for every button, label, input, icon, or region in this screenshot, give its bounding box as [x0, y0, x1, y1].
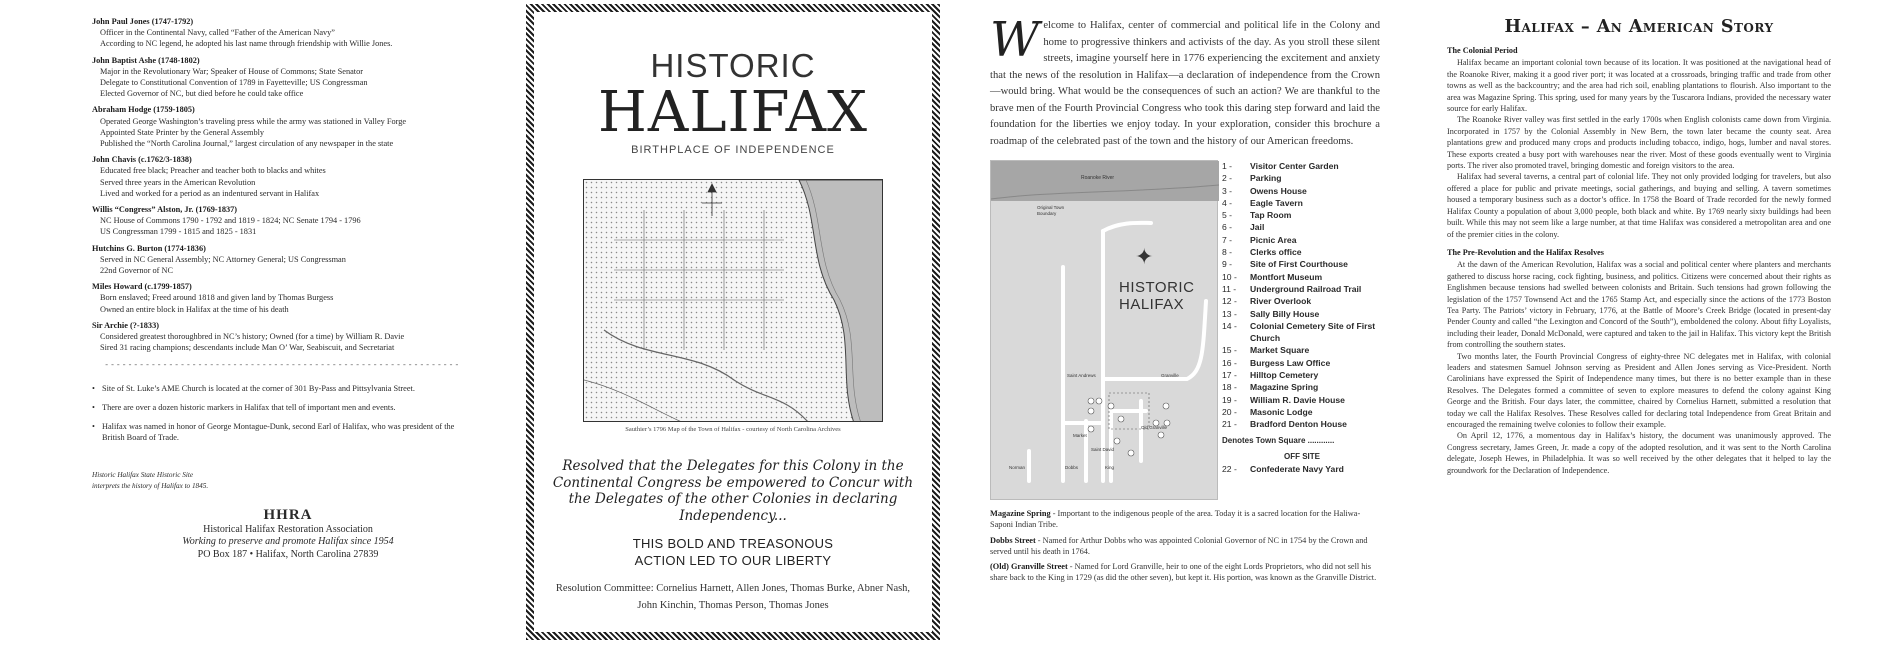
person-detail: Served in NC General Assembly; NC Attorney General; US Congressman — [100, 254, 346, 264]
cover-inner — [534, 12, 932, 632]
cover-tagline: BIRTHPLACE OF INDEPENDENCE — [631, 144, 835, 156]
person-name: John Paul Jones (1747-1792) — [92, 17, 194, 26]
facts-list — [92, 383, 472, 444]
map-title-line1: HISTORIC — [1119, 279, 1195, 296]
legend-item — [1222, 197, 1382, 209]
person-detail: US Congressman 1799 - 1815 and 1825 - 1831 — [100, 227, 257, 237]
legend-label: Confederate Navy Yard — [1250, 464, 1344, 475]
person-entry — [92, 154, 472, 199]
history-paragraph: At the dawn of the American Revolution, Halifax was a social and political center where planters and merchants gathered to discuss horse racing, cock fighting, business, and politics. Citizens were concerned about their rights as Englishmen because tensions had swelled between colonists and Britain. Such tensions had grown following the legislation of the 1757 Townsend Act and the 1765 Stamp Act, and especially since the actions of the 1773 Boston Tea Party. The Patriots’ victory in February, 1776, at the Battle of Moore’s Creek Bridge (located in present-day Pender County and called “the Lexington and Concord of the South”), emboldened the colony. About fifty Loyalists, including their leader, Donald McDonald, were captured and taken to the jail in Halifax. This victory kept the British from controlling the southern states. — [1447, 260, 1831, 350]
person-entry — [92, 16, 472, 50]
street-label-king: King — [1105, 465, 1115, 470]
notable-people-panel — [92, 16, 472, 561]
map-title-line2: HALIFAX — [1119, 296, 1185, 313]
legend-number: 15 - — [1222, 345, 1237, 356]
street-note-name: (Old) Granville Street — [990, 562, 1068, 572]
legend-label: Owens House — [1250, 185, 1307, 196]
original-boundary-label: Original Town Boundary — [1037, 205, 1065, 216]
legend-item — [1222, 209, 1382, 221]
resolve-quote: Resolved that the Delegates for this Colony in the Continental Congress be empowered to Concur with the Delegates of the other Colonies in declaring Independency... — [552, 458, 914, 524]
hhra-title: HHRA — [263, 506, 313, 523]
history-paragraph: Halifax became an important colonial town because of its location. It was positioned at the navigational head of the Roanoke River, making it a good river port; it was located at a crossroads, bringing traffic and trade from other towns as well as the backcountry; and the area had rich soil, enabling plantations to flourish. Also important to the area was Magazine Spring. This spring, used for many years by the Tuscarora Indians, provided the necessary water source for early Halifax. — [1447, 58, 1831, 114]
legend-item — [1222, 394, 1382, 406]
hhra-block — [104, 506, 472, 562]
person-detail: Elected Governor of NC, but died before he could take office — [100, 89, 304, 99]
history-paragraph: Two months later, the Fourth Provincial Congress of eighty-three NC delegates met in Halifax, with colonial leaders and statesmen Samuel Johnson serving as President and Allen Jones serving as Vice-President. North Carolinians have expressed the Spirit of Independence many times, but there is no better example than in these Resolves. The Delegates formed a committee of seven to explore measures to defend the colony against King George and the British. Four days later, the committee, chaired by Cornelius Harnett, submitted a resolution that today we call the Halifax Resolves. These Resolves called for declaring total Independence from Great Britain and encouraged the remaining twelve colonies to follow their example. — [1447, 351, 1831, 429]
street-map — [990, 160, 1218, 500]
street-note — [990, 508, 1380, 531]
pre-revolution-text — [1447, 259, 1831, 476]
map-title — [1119, 279, 1194, 313]
legend-label: Masonic Lodge — [1250, 406, 1313, 417]
compass-icon: ✦ — [1135, 245, 1154, 270]
people-list — [92, 16, 472, 353]
legend-number: 1 - — [1222, 161, 1233, 171]
history-panel — [1447, 16, 1831, 476]
map-legend — [1222, 160, 1382, 475]
street-note — [990, 535, 1380, 558]
fact-item: • Site of St. Luke’s AME Church is located at the corner of 301 By-Pass and Pittsylvania Street. — [92, 383, 472, 394]
person-detail: Published the “North Carolina Journal,” largest circulation of any newspaper in the state — [100, 139, 394, 149]
map-engraving — [584, 180, 883, 422]
street-label-dobbs: Dobbs — [1065, 465, 1079, 470]
legend-number: 13 - — [1222, 308, 1237, 319]
legend-number: 21 - — [1222, 419, 1237, 430]
legend-label: Jail — [1250, 222, 1265, 233]
action-line-2: ACTION LED TO OUR LIBERTY — [634, 553, 832, 568]
person-entry — [92, 243, 472, 277]
legend-number: 18 - — [1222, 382, 1237, 393]
street-note-text: - Important to the indigenous people of the area. Today it is a sacred location for the Haliwa-Saponi Indian Tribe. — [990, 509, 1361, 530]
cover-halifax-title: HALIFAX — [598, 80, 868, 145]
site-note-line: Historic Halifax State Historic Site — [92, 470, 194, 479]
legend-item — [1222, 283, 1382, 295]
person-detail: Officer in the Continental Navy, called “Father of the American Navy” — [100, 28, 335, 38]
legend-label: Eagle Tavern — [1250, 197, 1303, 208]
welcome-text: elcome to Halifax, center of commercial and political life in the Colony and home to progressive thinkers and activists of the day. As you stroll these silent streets, imagine yourself here in 1776 experiencing the excitement and anxiety that the news of the resolution in Halifax—a declaration of independence from the Crown—would bring. What would be the consequences of such an action? We are thankful to the brave men of the Fourth Provincial Congress who took this daring step forward and laid the foundation for the liberties we enjoy today. In your exploration, consider this brochure a roadmap of the celebrated past of the town and the history of our American freedoms. — [990, 20, 1380, 147]
person-name: Willis “Congress” Alston, Jr. (1769-1837) — [92, 205, 238, 215]
legend-item — [1222, 185, 1382, 197]
fact-item: • There are over a dozen historic markers in Halifax that tell of important men and events. — [92, 402, 472, 413]
person-name: John Baptist Ashe (1748-1802) — [92, 55, 200, 65]
legend-label: Colonial Cemetery Site of First Church — [1250, 320, 1376, 344]
welcome-paragraph — [990, 12, 1380, 150]
legend-label: Sally Billy House — [1250, 308, 1320, 319]
person-detail: Owned an entire block in Halifax at the time of his death — [100, 304, 289, 314]
person-entry — [92, 204, 472, 238]
person-entry — [92, 104, 472, 149]
legend-number: 6 - — [1222, 222, 1233, 233]
legend-item — [1222, 221, 1382, 233]
person-name: Abraham Hodge (1759-1805) — [92, 105, 195, 115]
legend-number: 7 - — [1222, 234, 1233, 245]
person-detail: Operated George Washington’s traveling press while the army was stationed in Valley Forge — [100, 116, 407, 126]
person-name: Miles Howard (c.1799-1857) — [92, 282, 192, 292]
legend-number: 11 - — [1222, 283, 1237, 294]
legend-label: Underground Railroad Trail — [1250, 283, 1362, 294]
street-note-name: Magazine Spring — [990, 509, 1051, 518]
legend-number: 8 - — [1222, 247, 1233, 258]
legend-item — [1222, 258, 1382, 270]
legend-item — [1222, 418, 1382, 430]
history-title: Halifax – An American Story — [1504, 17, 1774, 37]
person-detail: Delegate to Constitutional Convention of 1789 in Fayetteville; US Congressman — [100, 78, 368, 88]
pre-revolution-heading: The Pre-Revolution and the Halifax Resolves — [1447, 247, 1604, 257]
legend-item — [1222, 234, 1382, 246]
site-note — [92, 470, 472, 492]
street-label-market: Market — [1073, 433, 1087, 438]
legend-label: Market Square — [1250, 345, 1310, 356]
person-detail: Educated free black; Preacher and teacher both to blacks and whites — [100, 166, 326, 176]
legend-label: Magazine Spring — [1250, 382, 1319, 393]
legend-label: River Overlook — [1250, 296, 1312, 307]
legend-number: 16 - — [1222, 357, 1237, 368]
street-note — [990, 561, 1380, 584]
legend-label: Tap Room — [1250, 210, 1292, 221]
street-note-text: - Named for Lord Granville, heir to one of the eight Lords Proprietors, who did not sell his share back to the King in 1729 (as did the other seven), but kept it. His portion, was known as the Granville District. — [990, 562, 1377, 583]
site-note-line: interprets the history of Halifax to 1845. — [92, 481, 209, 490]
legend-item — [1222, 357, 1382, 369]
legend-number: 12 - — [1222, 296, 1237, 307]
person-entry — [92, 281, 472, 315]
action-line — [534, 535, 932, 569]
person-detail: Born enslaved; Freed around 1818 and given land by Thomas Burgess — [100, 293, 334, 303]
legend-item — [1222, 160, 1382, 172]
dashed-divider: - - - - - - - - - - - - - - - - - - - - - - - - - - - - - - - - - - - - - - - - - - - - - - - - - - - - - - - - - - - - - — [105, 360, 459, 370]
river-label: Roanoke River — [1081, 175, 1115, 181]
legend-number: 20 - — [1222, 406, 1237, 417]
action-line-1: THIS BOLD AND TREASONOUS — [632, 536, 834, 551]
legend-number: 10 - — [1222, 271, 1237, 282]
street-notes — [990, 508, 1380, 584]
person-detail: Lived and worked for a period as an indentured servant in Halifax — [100, 188, 320, 198]
person-name: Hutchins G. Burton (1774-1836) — [92, 243, 206, 253]
person-detail: Appointed State Printer by the General Assembly — [100, 127, 265, 137]
legend-item — [1222, 246, 1382, 258]
map-section — [990, 160, 1380, 500]
legend-label: Visitor Center Garden — [1250, 161, 1339, 171]
hhra-name: Historical Halifax Restoration Association — [203, 523, 373, 535]
legend-label: Hilltop Cemetery — [1250, 370, 1319, 381]
person-detail: 22nd Governor of NC — [100, 266, 174, 276]
colonial-period-text — [1447, 57, 1831, 240]
legend-offsite-item — [1222, 463, 1382, 475]
legend-number: 4 - — [1222, 197, 1233, 208]
legend-item — [1222, 406, 1382, 418]
history-paragraph: The Roanoke River valley was first settled in the early 1700s when English colonists came down from Virginia. Incorporated in 1757 by the Colonial Assembly in New Bern, the town later became the county seat. Area plantations grew and produced many crops and products including tobacco, indigo, hogs, lumber and naval stores. These exports created a busy port with warehouses near the river. Most of these goods eventually went to Virginia ports. The river also promoted travel, bringing domestic and foreign visitors to the area. — [1447, 115, 1831, 171]
history-paragraph: On April 12, 1776, a momentous day in Halifax’s history, the document was unanimously approved. The Congress secretary, James Green, Jr. made a copy of the adopted resolution, and it was sent to the North Carolina delegate, Joseph Hewes, in Philadelphia. It was so well received by the other delegates that it helped to lay the groundwork for the Declaration of Independence. — [1447, 431, 1831, 475]
colonial-period-heading: The Colonial Period — [1447, 46, 1518, 55]
legend-offsite-heading: OFF SITE — [1284, 451, 1320, 461]
legend-item — [1222, 320, 1382, 345]
map-caption: Sauthier’s 1796 Map of the Town of Halifax - courtesy of North Carolina Archives — [625, 426, 841, 433]
person-entry — [92, 55, 472, 100]
legend-number: 3 - — [1222, 185, 1233, 196]
legend-item — [1222, 172, 1382, 184]
street-label-saint-david: Saint David — [1091, 447, 1115, 452]
street-label-old-granville: Old Granville — [1141, 425, 1168, 430]
person-detail: Considered greatest thoroughbred in NC’s history; Owned (for a time) by William R. Davie — [100, 332, 405, 342]
welcome-map-panel — [990, 12, 1380, 588]
legend-item — [1222, 381, 1382, 393]
legend-number: 22 - — [1222, 464, 1237, 475]
history-paragraph: Halifax had several taverns, a central part of colonial life. They not only provided lodging for travelers, but also offered a place for public and private meetings, social gatherings, and buying and selling. A tavern sometimes housed a temporary business such as a doctor’s office. In 1758 the Board of Trade recorded for the newly formed Halifax County a population of about 3,000 people, both black and white. By 1769 nearly sixty buildings had been built. While this may not seem like a large number, at that time Halifax was considered a metropolitan area and one of the premier cities in the colony. — [1447, 172, 1831, 239]
legend-label: Clerks office — [1250, 247, 1302, 258]
legend-item — [1222, 271, 1382, 283]
cover-panel — [526, 4, 940, 640]
legend-item — [1222, 344, 1382, 356]
legend-number: 9 - — [1222, 259, 1233, 270]
person-name: Sir Archie (?-1833) — [92, 320, 159, 330]
person-detail: Major in the Revolutionary War; Speaker of House of Commons; State Senator — [100, 66, 364, 76]
person-detail: NC House of Commons 1790 - 1792 and 1819 - 1824; NC Senate 1794 - 1796 — [100, 216, 361, 226]
cover-historic-title: HISTORIC — [650, 47, 816, 84]
hhra-address: PO Box 187 • Halifax, North Carolina 27839 — [197, 548, 379, 560]
street-note-name: Dobbs Street — [990, 535, 1036, 545]
legend-number: 17 - — [1222, 370, 1237, 381]
hhra-mission: Working to preserve and promote Halifax since 1954 — [182, 536, 394, 547]
legend-label: Montfort Museum — [1250, 271, 1323, 282]
legend-number: 5 - — [1222, 210, 1233, 221]
legend-list — [1222, 160, 1382, 431]
drop-cap: W — [990, 12, 1040, 68]
legend-label: Parking — [1250, 173, 1282, 184]
legend-label: Site of First Courthouse — [1250, 259, 1348, 270]
legend-label: Bradford Denton House — [1250, 419, 1347, 430]
person-detail: Served three years in the American Revolution — [100, 177, 256, 187]
sauthier-map-image — [583, 179, 883, 422]
legend-item — [1222, 369, 1382, 381]
legend-number: 14 - — [1222, 320, 1237, 331]
street-label-norman: Norman — [1009, 465, 1026, 470]
legend-label: Picnic Area — [1250, 234, 1297, 245]
person-entry — [92, 320, 472, 354]
legend-item — [1222, 308, 1382, 320]
street-label-st-andrews: Saint Andrews — [1067, 373, 1096, 378]
legend-denotes: Denotes Town Square ............ — [1222, 435, 1335, 445]
street-label-granville: Granville — [1161, 373, 1179, 378]
legend-label: Burgess Law Office — [1250, 357, 1331, 368]
legend-label: William R. Davie House — [1250, 394, 1345, 405]
person-detail: According to NC legend, he adopted his last name through friendship with Willie Jones. — [100, 39, 393, 49]
resolution-committee: Resolution Committee: Cornelius Harnett, Allen Jones, Thomas Burke, Abner Nash, John Kinchin, Thomas Person, Thomas Jones — [555, 583, 911, 611]
legend-number: 19 - — [1222, 394, 1237, 405]
person-name: John Chavis (c.1762/3-1838) — [92, 155, 192, 165]
legend-item — [1222, 295, 1382, 307]
person-detail: Sired 31 racing champions; descendants include Man O’ War, Seabiscuit, and Secretariat — [100, 343, 395, 353]
fact-item: • Halifax was named in honor of George Montague-Dunk, second Earl of Halifax, who was president of the British Board of Trade. — [92, 421, 472, 443]
street-note-text: - Named for Arthur Dobbs who was appointed Colonial Governor of NC in 1754 by the Crown and served until his death in 1764. — [990, 535, 1368, 556]
legend-number: 2 - — [1222, 173, 1233, 184]
